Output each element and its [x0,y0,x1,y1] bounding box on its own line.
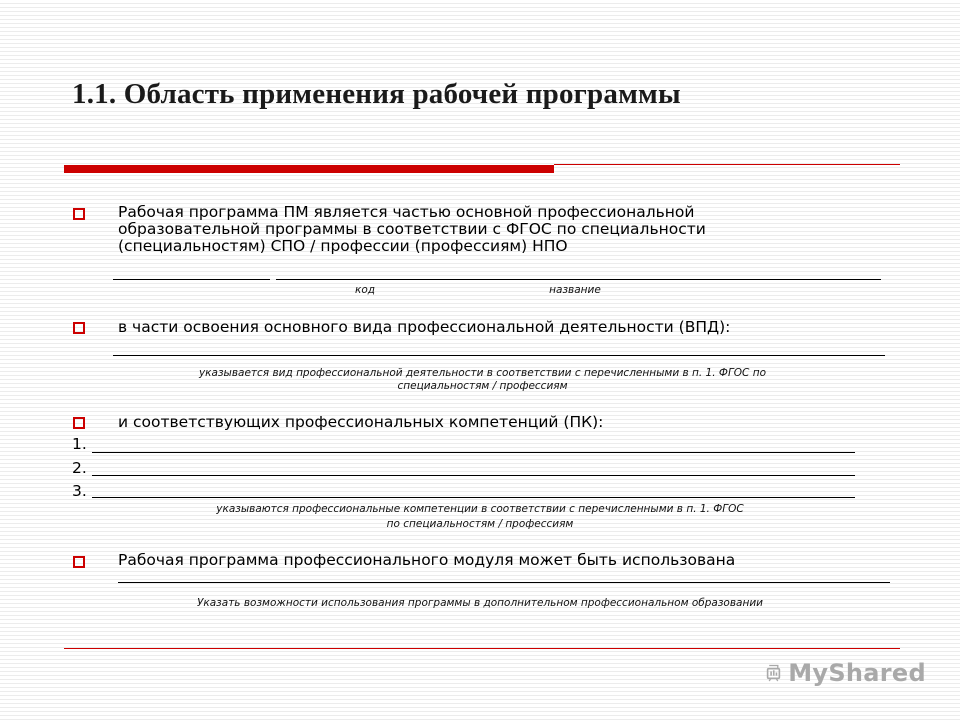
title-accent-bar [64,165,554,173]
myshared-logo [766,656,926,690]
name-label: название [549,284,601,296]
title-accent-line [554,164,900,165]
code-fill-line [113,279,270,280]
footer-accent-line [64,648,900,649]
vpd-note-line1: указывается вид профессиональной деятельности в соответствии с перечисленными в п. 1. ФГОС по [198,367,767,379]
myshared-logo-icon [766,657,784,689]
pk-note-line1: указываются профессиональные компетенции в соответствии с перечисленными в п. 1. ФГОС [216,503,744,515]
bullet-icon [73,208,85,220]
logo-text: MyShared [788,659,926,687]
bullet-icon [73,417,85,429]
pk-note-line2: по специальностям / профессиям [386,518,574,530]
vpd-note-line2: специальностям / профессиям [397,380,568,392]
block1-line1: Рабочая программа ПМ является частью основной профессиональной [118,203,695,221]
page-title: 1.1. Область применения рабочей программы [72,78,681,110]
name-fill-line [276,279,881,280]
competence-fill-line-1 [92,452,855,453]
block3-text: и соответствующих профессиональных компетенций (ПК): [118,413,604,431]
block1-line3: (специальностям) СПО / профессии (профессиям) НПО [118,237,568,255]
competence-fill-line-2 [92,475,855,476]
block1-line2: образовательной программы в соответствии с ФГОС по специальности [118,220,706,238]
vpd-fill-line [113,355,885,356]
usage-note: Указать возможности использования программы в дополнительном профессиональном образовании [197,597,763,609]
competence-number-1: 1. [72,435,87,453]
competence-number-2: 2. [72,459,87,477]
bullet-icon [73,322,85,334]
block4-text: Рабочая программа профессионального модуля может быть использована [118,551,736,569]
competence-fill-line-3 [92,497,855,498]
usage-fill-line [118,582,890,583]
block2-text: в части освоения основного вида профессиональной деятельности (ВПД): [118,318,731,336]
code-label: код [354,284,376,296]
bullet-icon [73,556,85,568]
competence-number-3: 3. [72,482,87,500]
